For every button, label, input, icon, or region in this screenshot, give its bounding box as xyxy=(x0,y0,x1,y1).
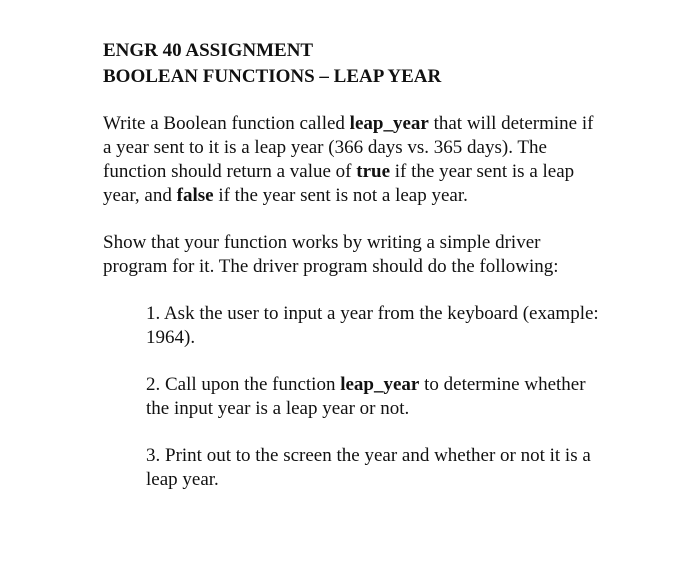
true-keyword-bold: true xyxy=(356,161,391,182)
document-title-line-2: BOOLEAN FUNCTIONS – LEAP YEAR xyxy=(103,66,442,87)
description-text-1: Write a Boolean function called xyxy=(103,113,350,134)
step-2-text-2: to determine whether the input year is a leap year or not. xyxy=(146,374,586,419)
function-name-bold: leap_year xyxy=(349,113,429,134)
step-1: 1. Ask the user to input a year from the keyboard (example: 1964). xyxy=(146,303,599,348)
step-3: 3. Print out to the screen the year and whether or not it is a leap year. xyxy=(146,445,591,490)
description-text-4: if the year sent is not a leap year. xyxy=(213,185,468,206)
steps-list xyxy=(146,302,603,492)
description-text-3: if the year sent is a leap year, and xyxy=(103,161,575,206)
assignment-document xyxy=(103,38,603,492)
step-2-text-1: 2. Call upon the function xyxy=(146,374,341,395)
description-paragraph xyxy=(103,112,603,208)
step-2 xyxy=(146,373,603,421)
false-keyword-bold: false xyxy=(176,185,214,206)
step-2-function-name-bold: leap_year xyxy=(340,374,420,395)
description-text-2: that will determine if a year sent to it is a leap year (366 days vs. 365 days). The function should return a value of xyxy=(103,113,594,182)
driver-program-paragraph: Show that your function works by writing a simple driver program for it. The driver program should do the following: xyxy=(103,232,559,277)
document-title-line-1: ENGR 40 ASSIGNMENT xyxy=(103,40,314,61)
